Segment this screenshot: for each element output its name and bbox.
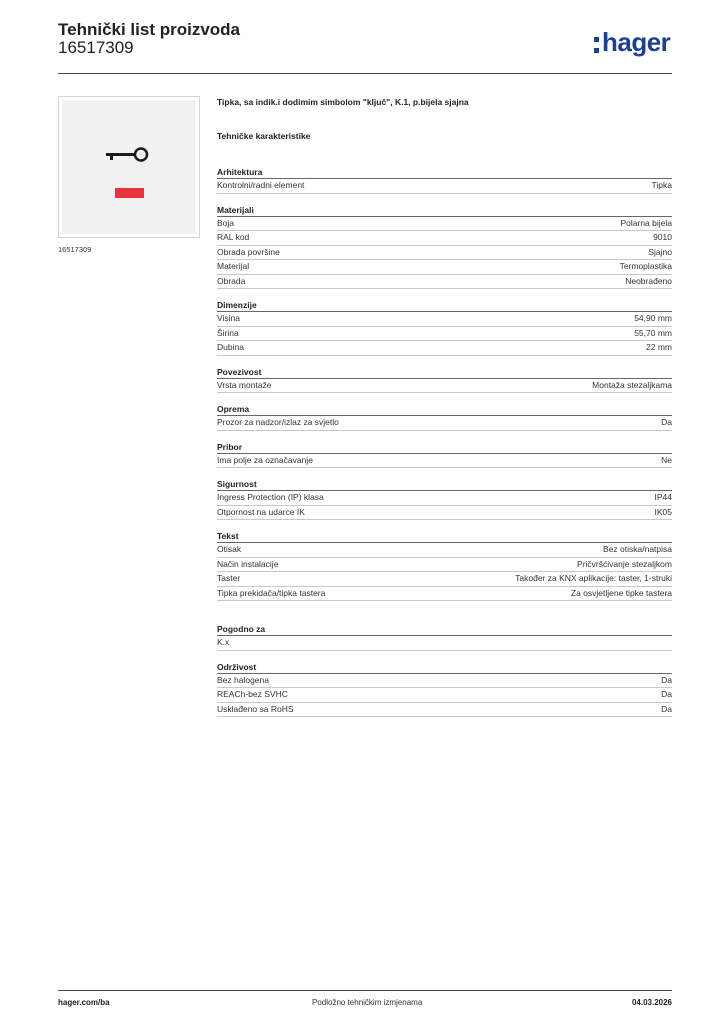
footer-note: Podložno tehničkim izmjenama bbox=[312, 998, 423, 1007]
spec-label: Otpornost na udarce IK bbox=[217, 506, 305, 517]
document-product-code: 16517309 bbox=[58, 38, 134, 57]
spec-row bbox=[217, 327, 672, 342]
spec-group bbox=[217, 478, 672, 520]
logo-text: hager bbox=[602, 27, 671, 57]
spec-group-title: Pribor bbox=[217, 441, 672, 454]
image-caption: 16517309 bbox=[58, 245, 92, 254]
indicator-light bbox=[115, 188, 144, 198]
spec-group bbox=[217, 366, 672, 394]
logo-dots-icon bbox=[594, 37, 599, 53]
spec-row bbox=[217, 558, 672, 573]
spec-value: Da bbox=[661, 703, 672, 714]
document-title: Tehnički list proizvoda bbox=[58, 20, 240, 39]
spec-row bbox=[217, 491, 672, 506]
spec-row bbox=[217, 217, 672, 232]
spec-group bbox=[217, 166, 672, 194]
spec-group-title: Arhitektura bbox=[217, 166, 672, 179]
spec-value: Termoplastika bbox=[619, 261, 672, 271]
spec-value: Da bbox=[661, 417, 672, 427]
spec-label: Obrada površine bbox=[217, 246, 280, 257]
spec-label: Tipka prekidača/tipka tastera bbox=[217, 587, 326, 598]
spec-label: Otisak bbox=[217, 544, 242, 554]
spec-row bbox=[217, 674, 672, 689]
spec-value: Neobrađeno bbox=[625, 275, 672, 286]
spec-group bbox=[217, 204, 672, 290]
spec-group-title: Pogodno za bbox=[217, 623, 672, 636]
header-divider bbox=[58, 73, 672, 74]
spec-value: Tipka bbox=[651, 180, 672, 190]
spec-row bbox=[217, 179, 672, 194]
spec-label: REACh-bez SVHC bbox=[217, 689, 288, 699]
spec-value: Za osvjetljene tipke tastera bbox=[570, 587, 672, 598]
spec-row bbox=[217, 587, 672, 602]
spec-value: Sjajno bbox=[648, 246, 672, 257]
spec-label: Visina bbox=[217, 313, 240, 323]
spec-group-title: Sigurnost bbox=[217, 478, 672, 491]
spec-row bbox=[217, 506, 672, 521]
spec-label: Boja bbox=[217, 217, 235, 228]
spec-value: 22 mm bbox=[646, 342, 672, 352]
switch-plate bbox=[62, 100, 196, 234]
spec-value: IP44 bbox=[654, 492, 672, 502]
spec-row bbox=[217, 260, 672, 275]
spec-label: Prozor za nadzor/izlaz za svjetlo bbox=[217, 417, 339, 427]
spec-group bbox=[217, 299, 672, 356]
hager-logo bbox=[594, 27, 670, 57]
spec-label: Kontrolni/radni element bbox=[217, 180, 305, 190]
spec-label: Vrsta montaže bbox=[217, 379, 272, 390]
spec-value: 55,70 mm bbox=[634, 327, 672, 338]
spec-row bbox=[217, 275, 672, 290]
spec-value: Da bbox=[661, 674, 672, 685]
spec-row bbox=[217, 636, 672, 651]
spec-group-title: Dimenzije bbox=[217, 299, 672, 312]
spec-group bbox=[217, 530, 672, 601]
spec-group-title: Oprema bbox=[217, 403, 672, 416]
spec-group-title: Povezivost bbox=[217, 366, 672, 379]
spec-label: Taster bbox=[217, 573, 241, 583]
spec-row bbox=[217, 703, 672, 718]
spec-row bbox=[217, 688, 672, 703]
spec-group-title: Održivost bbox=[217, 661, 672, 674]
spec-row bbox=[217, 454, 672, 469]
spec-row bbox=[217, 246, 672, 261]
spec-label: Ingress Protection (IP) klasa bbox=[217, 492, 324, 502]
specifications-table bbox=[217, 156, 672, 717]
spec-value: Da bbox=[661, 689, 672, 699]
footer-date: 04.03.2026 bbox=[631, 998, 672, 1007]
spec-label: Materijal bbox=[217, 261, 250, 271]
spec-row bbox=[217, 341, 672, 356]
footer-website: hager.com/ba bbox=[58, 998, 110, 1007]
spec-value: Također za KNX aplikacije: taster, 1-struki bbox=[515, 573, 672, 583]
spec-value: Ne bbox=[661, 454, 672, 465]
spec-group bbox=[217, 403, 672, 431]
spec-label: Dubina bbox=[217, 342, 244, 352]
spec-row bbox=[217, 231, 672, 246]
spec-value: IK05 bbox=[654, 506, 672, 517]
spec-group-title: Tekst bbox=[217, 530, 672, 543]
product-description: Tipka, sa indik.i dodimim simbolom "ključ", K.1, p.bijela sjajna bbox=[217, 97, 469, 107]
spec-label: K.x bbox=[217, 637, 230, 647]
key-symbol-icon bbox=[106, 149, 147, 161]
footer-divider bbox=[58, 990, 672, 991]
spec-label: Usklađeno sa RoHS bbox=[217, 703, 294, 714]
spec-value: Bez otiska/natpisa bbox=[603, 544, 672, 554]
spec-value: 54,90 mm bbox=[634, 313, 672, 323]
spec-label: Način instalacije bbox=[217, 558, 279, 569]
spec-label: Obrada bbox=[217, 275, 246, 286]
spec-row bbox=[217, 416, 672, 431]
spec-label: RAL kod bbox=[217, 232, 250, 242]
spec-row bbox=[217, 379, 672, 394]
spec-row bbox=[217, 543, 672, 558]
spec-value: Montaža stezaljkama bbox=[592, 379, 672, 390]
spec-heading: Tehničke karakteristike bbox=[217, 131, 311, 141]
spec-group bbox=[217, 441, 672, 469]
spec-label: Bez halogena bbox=[217, 674, 269, 685]
spec-value: 9010 bbox=[653, 232, 672, 242]
spec-row bbox=[217, 572, 672, 587]
product-image bbox=[58, 96, 200, 238]
spec-label: Ima polje za označavanje bbox=[217, 454, 313, 465]
spec-group bbox=[217, 661, 672, 718]
spec-value: Polarna bijela bbox=[620, 217, 672, 228]
spec-label: Širina bbox=[217, 327, 239, 338]
spec-value: Pričvršćivanje stezaljkom bbox=[577, 558, 672, 569]
spec-group bbox=[217, 623, 672, 651]
spec-row bbox=[217, 312, 672, 327]
spec-group-title: Materijali bbox=[217, 204, 672, 217]
